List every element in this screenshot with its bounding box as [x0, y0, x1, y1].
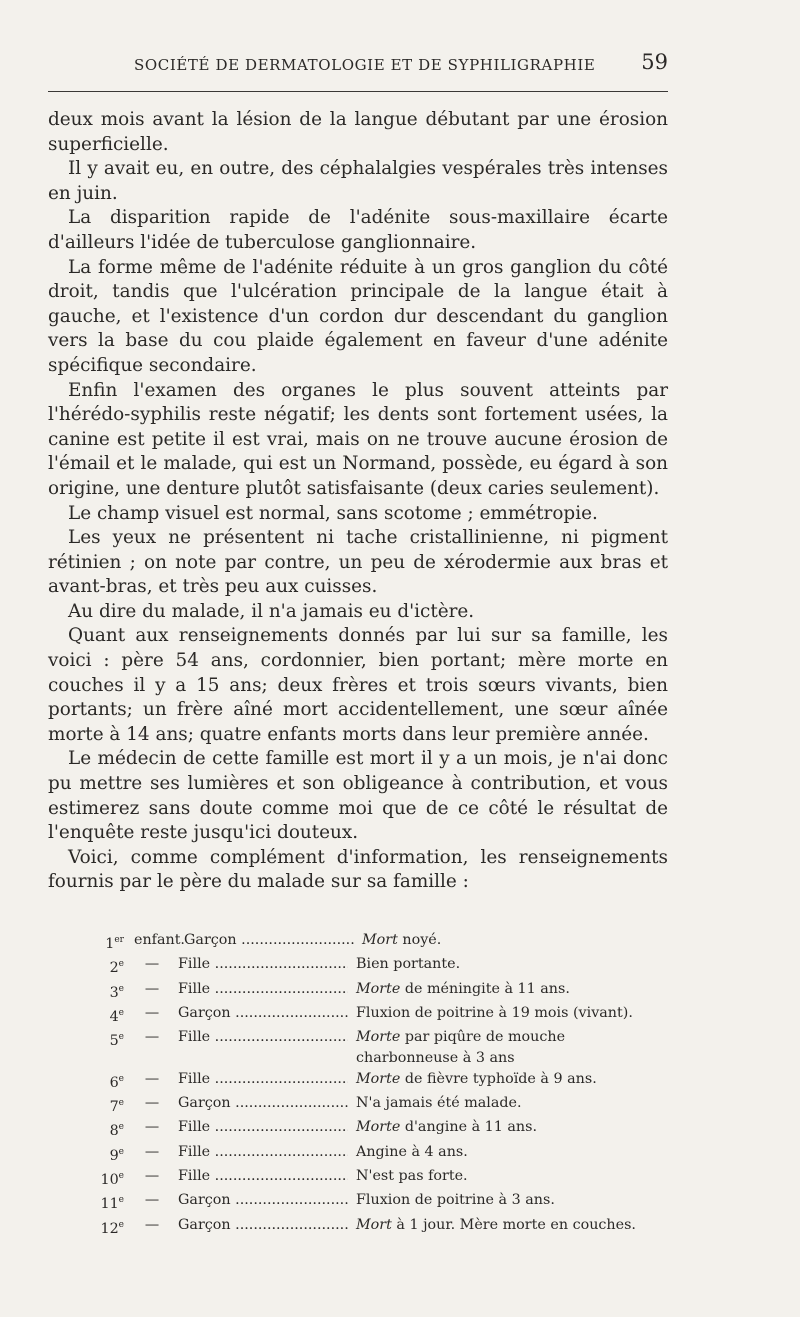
paragraph: Le champ visuel est normal, sans scotome ; emmétropie. — [68, 502, 598, 524]
child-note — [348, 1003, 670, 1027]
child-label: — — [144, 1119, 160, 1136]
table-row — [80, 1215, 670, 1239]
leader-dots — [210, 981, 348, 997]
child-label: — — [144, 1029, 160, 1046]
child-sex — [176, 954, 348, 978]
leader-dots — [210, 1029, 348, 1045]
child-label: enfant. — [134, 932, 185, 948]
rank-number: 12 — [100, 1220, 119, 1237]
leader-dots — [210, 1168, 348, 1184]
rank-number: 7 — [109, 1098, 119, 1115]
status-word: Morte — [356, 1070, 401, 1087]
rank-number: 11 — [100, 1196, 119, 1213]
child-note — [348, 1093, 670, 1117]
child-sex — [176, 1215, 348, 1239]
leader-dots — [210, 1144, 348, 1160]
running-title: SOCIÉTÉ DE DERMATOLOGIE ET DE SYPHILIGRAPHIE — [134, 56, 596, 74]
rank-suffix: e — [118, 1122, 124, 1133]
rank-suffix: e — [118, 1171, 124, 1182]
status-word: Morte — [356, 980, 401, 997]
child-note — [348, 979, 670, 1003]
rank-number: 9 — [109, 1147, 119, 1164]
rank-suffix: e — [118, 1219, 124, 1230]
child-note — [348, 954, 670, 978]
leader-dots — [237, 932, 354, 948]
leader-dots — [231, 1095, 348, 1111]
leader-dots — [210, 1071, 348, 1087]
child-sex — [176, 1117, 348, 1141]
child-rank — [80, 979, 128, 1003]
table-row — [80, 1166, 670, 1190]
table-row — [80, 1069, 670, 1093]
child-label: — — [144, 1192, 160, 1209]
note-text: Fluxion de poitrine à 3 ans. — [356, 1192, 555, 1209]
status-word: Morte — [356, 1119, 401, 1136]
child-label: — — [144, 1070, 160, 1087]
rank-suffix: e — [118, 1073, 124, 1084]
rank-suffix: er — [114, 935, 124, 945]
table-row — [80, 1027, 670, 1068]
note-text: noyé. — [397, 932, 442, 948]
sex-text: Fille — [178, 1119, 211, 1136]
child-note — [348, 1215, 670, 1239]
child-sex — [176, 1027, 348, 1068]
paragraph: deux mois avant la lésion de la langue débutant par une érosion superficielle. — [48, 109, 668, 155]
rank-suffix: e — [118, 1032, 124, 1043]
leader-dots — [210, 1119, 348, 1135]
leader-dots — [231, 1217, 348, 1233]
child-rank — [80, 1093, 128, 1117]
rank-number: 6 — [109, 1074, 119, 1091]
rank-number: 10 — [100, 1171, 119, 1188]
rank-suffix: e — [118, 1195, 124, 1206]
child-rank — [80, 1117, 128, 1141]
child-label: — — [144, 980, 160, 997]
child-sex — [176, 1093, 348, 1117]
child-label: — — [144, 956, 160, 973]
child-label: — — [144, 1143, 160, 1160]
child-note — [348, 1190, 670, 1214]
rank-number: 2 — [109, 960, 119, 977]
table-row — [80, 1093, 670, 1117]
child-note — [348, 1142, 670, 1166]
rank-number: 5 — [109, 1033, 119, 1050]
child-note — [348, 1027, 670, 1068]
sex-text: Garçon — [184, 932, 237, 948]
sex-text: Garçon — [178, 1192, 231, 1209]
table-row — [80, 979, 670, 1003]
note-text: de méningite à 11 ans. — [400, 980, 570, 997]
rank-suffix: e — [118, 983, 124, 994]
child-note — [348, 1117, 670, 1141]
note-text: N'a jamais été malade. — [356, 1094, 522, 1111]
paragraph: Voici, comme complément d'information, les renseignements fournis par le père du malade sur sa famille : — [48, 846, 668, 893]
family-table — [80, 930, 670, 1239]
child-rank — [80, 1215, 128, 1239]
paragraph: La disparition rapide de l'adénite sous-maxillaire écarte d'ailleurs l'idée de tuberculose ganglionnaire. — [48, 207, 668, 253]
child-sex — [176, 979, 348, 1003]
child-sex — [176, 1142, 348, 1166]
child-rank — [80, 1027, 128, 1068]
table-row — [80, 1003, 670, 1027]
body-text — [48, 108, 668, 895]
child-note — [348, 1069, 670, 1093]
sex-text: Fille — [178, 1143, 211, 1160]
child-label: — — [144, 1216, 160, 1233]
rank-number: 1 — [105, 935, 115, 952]
sex-text: Garçon — [178, 1005, 231, 1022]
leader-dots — [210, 956, 348, 972]
sex-text: Fille — [178, 1168, 211, 1185]
sex-text: Fille — [178, 980, 211, 997]
rank-suffix: e — [118, 1008, 124, 1019]
sex-text: Garçon — [178, 1094, 231, 1111]
note-text: N'est pas forte. — [356, 1168, 468, 1185]
leader-dots — [231, 1192, 348, 1208]
rank-suffix: e — [118, 1146, 124, 1157]
paragraph: Les yeux ne présentent ni tache cristallinienne, ni pigment rétinien ; on note par contre, un peu de xérodermie aux bras et avant-bras, et très peu aux cuisses. — [48, 527, 668, 598]
page-header — [48, 50, 668, 80]
leader-dots — [231, 1005, 348, 1021]
note-text: par piqûre de mouche charbonneuse à 3 ans — [356, 1029, 566, 1067]
paragraph: Enfin l'examen des organes le plus souvent atteints par l'hérédo-syphilis reste négatif; les dents sont fortement usées, la canine est petite il est vrai, mais on ne trouve aucune érosion de l'émail et le malade, qui est un Normand, possède, eu égard à son origine, une denture plutôt satisfaisante (deux caries seulement). — [48, 379, 668, 499]
child-note — [348, 1166, 670, 1190]
sex-text: Fille — [178, 1070, 211, 1087]
table-row — [80, 1190, 670, 1214]
child-label: — — [144, 1168, 160, 1185]
paragraph: Quant aux renseignements donnés par lui sur sa famille, les voici : père 54 ans, cordonnier, bien portant; mère morte en couches il y a 15 ans; deux frères et trois sœurs vivants, bien portants; un frère aîné mort accidentellement, une sœur aînée morte à 14 ans; quatre enfants morts dans leur première année. — [48, 625, 668, 745]
table-row — [80, 1117, 670, 1141]
note-text: de fièvre typhoïde à 9 ans. — [400, 1070, 597, 1087]
child-rank — [80, 954, 128, 978]
header-rule — [48, 91, 668, 92]
child-label: — — [144, 1094, 160, 1111]
child-sex — [176, 1003, 348, 1027]
sex-text: Garçon — [178, 1216, 231, 1233]
status-word: Mort — [356, 1216, 392, 1233]
child-sex — [176, 1190, 348, 1214]
status-word: Mort — [362, 932, 398, 948]
paragraph: Il y avait eu, en outre, des céphalalgies vespérales très intenses en juin. — [48, 158, 668, 204]
child-sex — [182, 930, 354, 954]
note-text: Angine à 4 ans. — [356, 1143, 468, 1160]
note-text: Fluxion de poitrine à 19 mois (vivant). — [356, 1005, 633, 1022]
child-sex — [176, 1166, 348, 1190]
child-rank — [80, 1142, 128, 1166]
child-rank — [80, 1003, 128, 1027]
table-row — [80, 954, 670, 978]
rank-suffix: e — [118, 1097, 124, 1108]
note-text: à 1 jour. Mère morte en couches. — [391, 1216, 636, 1233]
sex-text: Fille — [178, 1029, 211, 1046]
paragraph: Au dire du malade, il n'a jamais eu d'ictère. — [68, 600, 475, 622]
note-text: d'angine à 11 ans. — [400, 1119, 538, 1136]
child-note — [354, 930, 670, 954]
child-rank — [80, 1190, 128, 1214]
status-word: Morte — [356, 1029, 401, 1046]
sex-text: Fille — [178, 956, 211, 973]
child-rank — [80, 1069, 128, 1093]
rank-suffix: e — [118, 959, 124, 970]
note-text: Bien portante. — [356, 956, 461, 973]
rank-number: 3 — [109, 984, 119, 1001]
paragraph: La forme même de l'adénite réduite à un gros ganglion du côté droit, tandis que l'ulcération principale de la langue était à gauche, et l'existence d'un cordon dur descendant du ganglion vers la base du cou plaide également en faveur d'une adénite spécifique secondaire. — [48, 256, 668, 376]
child-rank — [80, 930, 128, 954]
page-number: 59 — [641, 50, 668, 74]
rank-number: 4 — [109, 1008, 119, 1025]
table-row — [80, 930, 670, 954]
table-row — [80, 1142, 670, 1166]
rank-number: 8 — [109, 1123, 119, 1140]
child-rank — [80, 1166, 128, 1190]
child-sex — [176, 1069, 348, 1093]
paragraph: Le médecin de cette famille est mort il y a un mois, je n'ai donc pu mettre ses lumières et son obligeance à contribution, et vous estimerez sans doute comme moi que de ce côté le résultat de l'enquête reste jusqu'ici douteux. — [48, 748, 668, 844]
child-label: — — [144, 1005, 160, 1022]
